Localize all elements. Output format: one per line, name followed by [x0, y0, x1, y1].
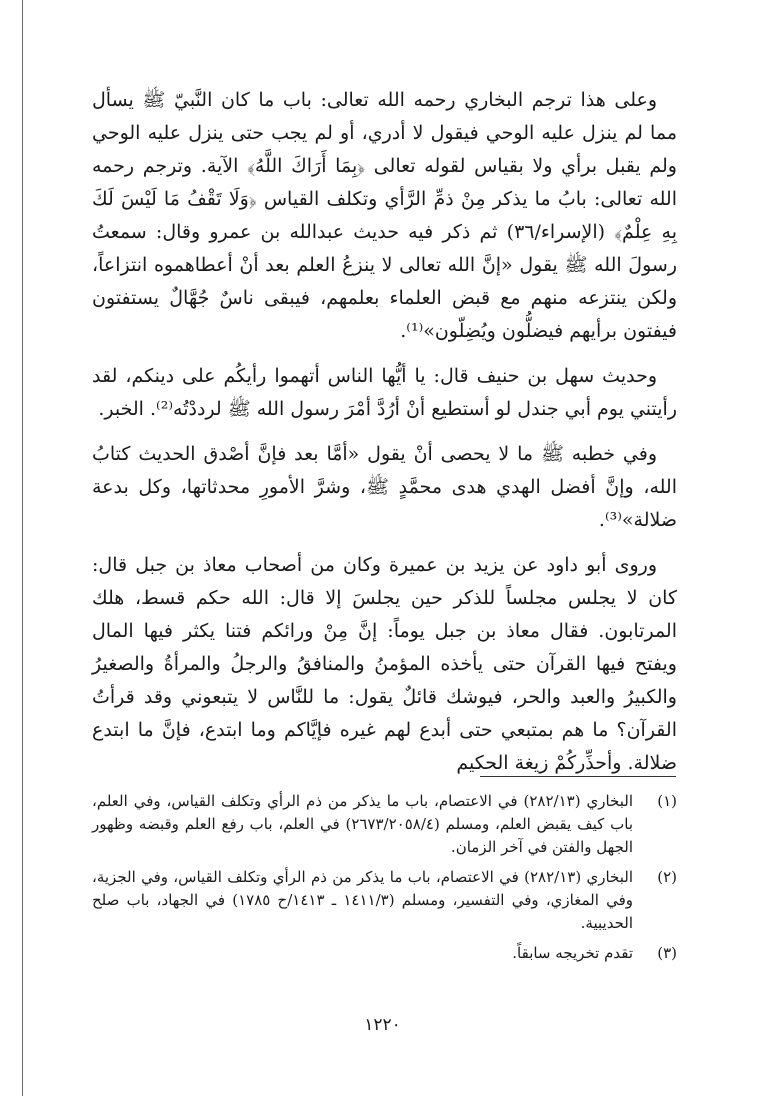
- footnote-separator: [480, 776, 676, 777]
- page-number: ١٢٢٠: [364, 1015, 401, 1035]
- footnote-text: البخاري (٢٨٢/١٣) في الاعتصام، باب ما يذكر من ذم الرأي وتكلف القياس، وفي الجزية، وفي المغازي، وفي التفسير، ومسلم (١٤١١/٣ ـ ١٤١٣/ح ١٧٨٥) في الجهاد، باب صلح الحديبية.: [92, 868, 634, 932]
- page-edge-line: [22, 0, 23, 1096]
- footnote-number: (٢): [657, 868, 677, 886]
- footnote-item: [92, 790, 677, 859]
- paragraph-sermon: وفي خطبه ﷺ ما لا يحصى أنْ يقول «أمَّا بعد فإنَّ أصْدق الحديث كتابُ الله، وإنَّ أفضل الهدي هدى محمَّدٍ ﷺ، وشرَّ الأمورِ محدثاتها، وكل بدعة ضلالة»⁽³⁾.: [92, 443, 677, 531]
- paragraph-abu-dawud: وروى أبو داود عن يزيد بن عميرة وكان من أصحاب معاذ بن جبل قال: كان لا يجلس مجلساً للذكر حين يجلسَ إلا قال: الله حكم قسط، هلك المرتابون. فقال معاذ بن جبل يوماً: إنَّ مِنْ ورائكم فتنا يكثر فيها المال ويفتح فيها القرآن حتى يأخذه المؤمنُ والمنافقُ والرجلُ والمرأةُ والصغيرُ والكبيرُ والعبد والحر، فيوشك قائلٌ يقول: ما للنَّاس لا يتبعوني وقد قرأتُ القرآن؟ ما هم بمتبعي حتى أبدع لهم غيره فإيَّاكم وما ابتدع، فإنَّ ما ابتدع ضلالة. وأحذِّركُمْ زيغة الحكيم: [92, 554, 677, 774]
- footnote-number: (٣): [657, 944, 677, 962]
- main-text: [92, 84, 677, 792]
- footnote-text: البخاري (٢٨٢/١٣) في الاعتصام، باب ما يذكر من ذم الرأي وتكلف القياس، وفي العلم، باب كيف يقبض العلم، ومسلم (٢٦٧٣/٢٠٥٨/٤) في العلم، باب رفع العلم وقبضه وظهور الجهل والفتن في آخر الزمان.: [92, 792, 633, 856]
- footnote-item: [92, 866, 677, 935]
- footnote-item: [92, 942, 677, 965]
- footnotes: [92, 790, 677, 972]
- footnote-number: (١): [657, 792, 677, 810]
- paragraph-bukhari-chapter: وعلى هذا ترجم البخاري رحمه الله تعالى: باب ما كان النَّبيّ ﷺ يسأل مما لم ينزل عليه الوحي فيقول لا أدري، أو لم يجب حتى ينزل عليه الوحي ولم يقبل برأي ولا بقياس لقوله تعالى ﴿بِمَا أَرَاكَ اللَّهُ﴾ الآية. وترجم رحمه الله تعالى: بابُ ما يذكر مِنْ ذمِّ الرَّأي وتكلف القياس ﴿وَلَا تَقْفُ مَا لَيْسَ لَكَ بِهِ عِلْمٌ﴾ (الإسراء/٣٦) ثم ذكر فيه حديث عبدالله بن عمرو وقال: سمعتُ رسولَ الله ﷺ يقول «إنَّ الله تعالى لا ينزعُ العلم بعد أنْ أعطاهموه انتزاعاً، ولكن ينتزعه منهم مع قبض العلماء بعلمهم، فيبقى ناسٌ جُهَّالٌ يستفتون فيفتون برأيهم فيضلُّون ويُضِلّون»⁽¹⁾.: [92, 89, 677, 342]
- paragraph-sahl-hadith: وحديث سهل بن حنيف قال: يا أيُّها الناس أتهموا رأيكُم على دينكم، لقد رأيتني يوم أبي جندل لو أستطيع أنْ أرُدَّ أمْرَ رسول الله ﷺ لرددْتُه⁽²⁾. الخبر.: [92, 365, 677, 420]
- footnote-text: تقدم تخريجه سابقاً.: [512, 944, 633, 962]
